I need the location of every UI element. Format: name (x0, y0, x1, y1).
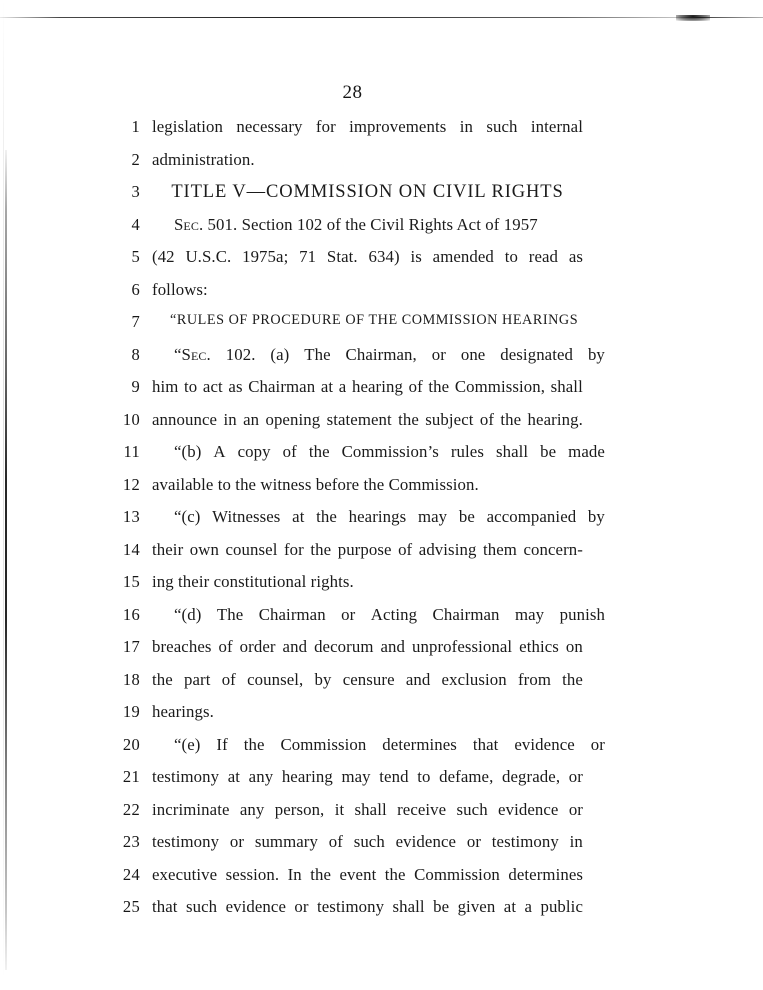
line-number: 6 (131, 279, 140, 299)
word: In (287, 864, 302, 884)
numbered-text-body (0, 117, 763, 930)
text-line (0, 832, 763, 865)
word: evidence (395, 832, 457, 851)
word: read (528, 247, 559, 266)
word: Stat. (326, 247, 358, 266)
word: hearing. (527, 409, 583, 429)
line-number: 9 (131, 377, 140, 396)
line-text (152, 215, 605, 235)
word: as (228, 377, 243, 396)
line-text (152, 345, 605, 365)
line-text (152, 312, 601, 329)
word: any (248, 767, 274, 786)
word: designated (500, 344, 574, 364)
text-line (0, 410, 763, 443)
word: degrade, (502, 767, 561, 786)
word: the (562, 669, 583, 689)
word: ethics (519, 637, 559, 656)
word: unprofessional (411, 637, 513, 656)
smallcaps-prefix: “Sec. (174, 344, 211, 364)
word: own (189, 539, 219, 559)
word: such (353, 832, 385, 851)
word: accompanied (486, 507, 577, 526)
word: that (152, 897, 178, 916)
word: 102. (225, 344, 256, 364)
word: be (433, 897, 450, 916)
word: (42 (152, 247, 175, 266)
text-line (0, 312, 763, 345)
word: a (338, 377, 347, 396)
line-number: 3 (131, 182, 140, 201)
word: of (479, 409, 495, 429)
word: breaches (152, 637, 212, 656)
word: part (184, 669, 211, 689)
word: hearing (351, 377, 403, 396)
word: “(e) (174, 734, 201, 754)
word: counsel (225, 539, 278, 559)
word: counsel, (247, 669, 304, 689)
word: Chairman (258, 604, 326, 624)
line-text (152, 247, 583, 267)
line-number: 2 (131, 149, 140, 169)
text-line (0, 800, 763, 833)
word: testimony (152, 832, 220, 851)
word: (a) (270, 344, 290, 364)
line-text (152, 735, 605, 755)
word: announce (152, 409, 218, 429)
word: or (590, 734, 605, 754)
line-text (152, 605, 605, 625)
word: incriminate (152, 799, 230, 819)
word: Commission (414, 864, 500, 884)
word: censure (342, 669, 395, 689)
word: punish (559, 604, 605, 624)
word: and (405, 669, 431, 689)
word: event (339, 864, 377, 884)
word: such (185, 897, 218, 916)
word: Chairman (432, 604, 500, 624)
word: decorum (314, 637, 374, 656)
word: or (466, 832, 482, 851)
word: shall (392, 897, 425, 916)
text-line (0, 605, 763, 638)
line-number: 12 (122, 474, 140, 494)
word: or (568, 767, 583, 786)
word: from (517, 669, 551, 689)
line-text (152, 377, 583, 397)
word: at (320, 377, 334, 396)
word: determines (508, 864, 583, 884)
word: is (410, 247, 422, 266)
word: that (472, 734, 499, 754)
line-number: 25 (122, 897, 140, 916)
word: receive (397, 799, 447, 819)
word: testimony (491, 832, 559, 851)
word: by (587, 507, 605, 526)
word: be (458, 507, 475, 526)
word: it (334, 799, 345, 819)
word: by (314, 669, 332, 689)
word: for (315, 117, 336, 136)
line-number: 5 (131, 247, 140, 266)
word: in (223, 409, 237, 429)
line-text (152, 670, 583, 690)
word: Commission (280, 734, 367, 754)
text-line (0, 345, 763, 378)
word: and (380, 637, 405, 656)
word: “(d) (174, 604, 202, 624)
text-line (0, 767, 763, 800)
word: any (239, 799, 265, 819)
line-text (152, 507, 605, 527)
line-text: available to the witness before the Commission. (152, 474, 479, 494)
word: made (568, 442, 605, 461)
text-line (0, 377, 763, 410)
word: of (282, 442, 297, 461)
text-line (0, 670, 763, 703)
word: Commission, (454, 377, 546, 396)
word: testimony (317, 897, 385, 916)
word: such (486, 117, 518, 136)
word: or (341, 604, 356, 624)
word: If (216, 734, 228, 754)
word: at (503, 897, 517, 916)
line-text: TITLE V—COMMISSION ON CIVIL RIGHTS (171, 182, 564, 202)
word: of (328, 832, 343, 851)
word: Chairman, (345, 344, 417, 364)
word: defame, (439, 767, 494, 786)
word: or (568, 799, 583, 819)
text-line (0, 117, 763, 150)
word: copy (237, 442, 271, 461)
word: of (218, 637, 233, 656)
word: The (304, 344, 331, 364)
word: legislation (152, 117, 224, 136)
text-line (0, 442, 763, 475)
word: exclusion (441, 669, 507, 689)
word: may (514, 604, 545, 624)
word: the (310, 864, 332, 884)
word: an (243, 409, 260, 429)
word: order (239, 637, 276, 656)
line-number: 8 (131, 344, 140, 364)
word: in (459, 117, 473, 136)
text-line (0, 215, 763, 248)
word: The (216, 604, 244, 624)
word: such (456, 799, 488, 819)
word: the (398, 409, 419, 429)
word: act (202, 377, 223, 396)
word: by (587, 344, 605, 364)
line-text (152, 637, 583, 657)
word: or (229, 832, 245, 851)
line-number: 18 (122, 669, 140, 689)
word: summary (254, 832, 318, 851)
word: to (184, 377, 198, 396)
word: may (341, 767, 371, 786)
word: at (292, 507, 305, 526)
word: as (568, 247, 583, 266)
word: shall (495, 442, 529, 461)
word: session. (225, 864, 280, 884)
word: him (152, 377, 179, 396)
line-number: 21 (122, 767, 140, 786)
word: determines (382, 734, 457, 754)
word: rules (450, 442, 484, 461)
line-number: 19 (122, 702, 140, 721)
line-number: 10 (122, 409, 140, 429)
line-number: 11 (123, 442, 140, 461)
text-line (0, 540, 763, 573)
word: “(b) (174, 442, 202, 461)
line-number: 20 (122, 734, 140, 754)
word: testimony (152, 767, 220, 786)
text-line (0, 247, 763, 280)
text-line (0, 702, 763, 735)
line-number: 22 (122, 799, 140, 819)
word: tend (379, 767, 409, 786)
word: evidence (514, 734, 575, 754)
word: A (213, 442, 226, 461)
word: them (482, 539, 517, 559)
word: opening (265, 409, 321, 429)
word: the (384, 864, 406, 884)
word: be (540, 442, 557, 461)
line-number: 23 (122, 832, 140, 851)
word: the (243, 734, 265, 754)
line-number: 7 (131, 312, 140, 331)
word: Chairman (248, 377, 316, 396)
word: purpose (337, 539, 392, 559)
word: “(c) (174, 507, 201, 526)
text-line (0, 182, 763, 215)
word: amended (432, 247, 494, 266)
word: one (460, 344, 486, 364)
word: on (565, 637, 583, 656)
scan-artifact-top-edge (0, 17, 763, 18)
word: Acting (370, 604, 418, 624)
line-text (152, 832, 583, 852)
word: the (310, 539, 332, 559)
word: or (294, 897, 309, 916)
word: for (283, 539, 304, 559)
word: internal (530, 117, 583, 136)
word: and (282, 637, 308, 656)
line-number: 13 (122, 507, 140, 526)
line-text-rest: 501. Section 102 of the Civil Rights Act of 1957 (203, 214, 538, 234)
word: statement (326, 409, 392, 429)
text-line (0, 507, 763, 540)
line-text: hearings. (152, 702, 214, 721)
page-number: 28 (342, 82, 363, 103)
word: the (316, 507, 337, 526)
line-text (152, 540, 583, 560)
text-line (0, 150, 763, 183)
word: U.S.C. (185, 247, 232, 266)
word: 634) (368, 247, 400, 266)
word: concern- (523, 539, 583, 559)
word: person, (274, 799, 325, 819)
text-line (0, 735, 763, 768)
text-line (0, 572, 763, 605)
line-number: 14 (122, 539, 140, 559)
line-text (152, 897, 583, 917)
word: in (569, 832, 583, 851)
line-text (152, 800, 583, 820)
line-text (152, 442, 605, 462)
word: of (221, 669, 236, 689)
word: shall (354, 799, 387, 819)
word: to (417, 767, 431, 786)
word: executive (152, 864, 218, 884)
text-line (0, 475, 763, 508)
line-text (152, 767, 583, 787)
line-text: follows: (152, 279, 208, 299)
word: the (500, 409, 522, 429)
text-line (0, 280, 763, 313)
line-text (152, 865, 583, 885)
line-number: 16 (122, 604, 140, 624)
line-number: 24 (122, 864, 140, 884)
word: public (540, 897, 583, 916)
line-number: 17 (122, 637, 140, 656)
word: given (457, 897, 496, 916)
word: the (428, 377, 450, 396)
word: 1975a; (242, 247, 289, 266)
word: advising (418, 539, 477, 559)
word: shall (550, 377, 583, 396)
line-text (152, 410, 583, 430)
word: Witnesses (212, 507, 281, 526)
smallcaps-prefix: Sec. (174, 214, 204, 234)
word: at (227, 767, 241, 786)
scan-artifact-top-blob (676, 15, 710, 21)
word: hearing (281, 767, 333, 786)
line-number: 15 (122, 572, 140, 591)
line-text: ing their constitutional rights. (152, 572, 354, 591)
word: evidence (498, 799, 559, 819)
word: subject (425, 409, 474, 429)
line-text: administration. (152, 149, 255, 169)
line-text (152, 117, 583, 137)
word: the (152, 669, 173, 689)
open-quote-mark: “ (170, 312, 177, 328)
word: a (524, 897, 533, 916)
word: hearings (348, 507, 407, 526)
text-line (0, 637, 763, 670)
line-number: 1 (131, 117, 140, 136)
word: of (408, 377, 423, 396)
word: the (308, 442, 330, 461)
word: may (417, 507, 448, 526)
line-number: 4 (131, 214, 140, 234)
word: or (431, 344, 446, 364)
text-line (0, 897, 763, 930)
word: necessary (236, 117, 303, 136)
word: their (152, 539, 184, 559)
text-line (0, 865, 763, 898)
word: 71 (299, 247, 317, 266)
word: Commission’s (341, 442, 439, 461)
word: of (398, 539, 413, 559)
word: evidence (225, 897, 286, 916)
word: improvements (349, 117, 447, 136)
smallcaps-heading-text: RULES OF PROCEDURE OF THE COMMISSION HEARINGS (176, 312, 579, 328)
word: to (504, 247, 518, 266)
